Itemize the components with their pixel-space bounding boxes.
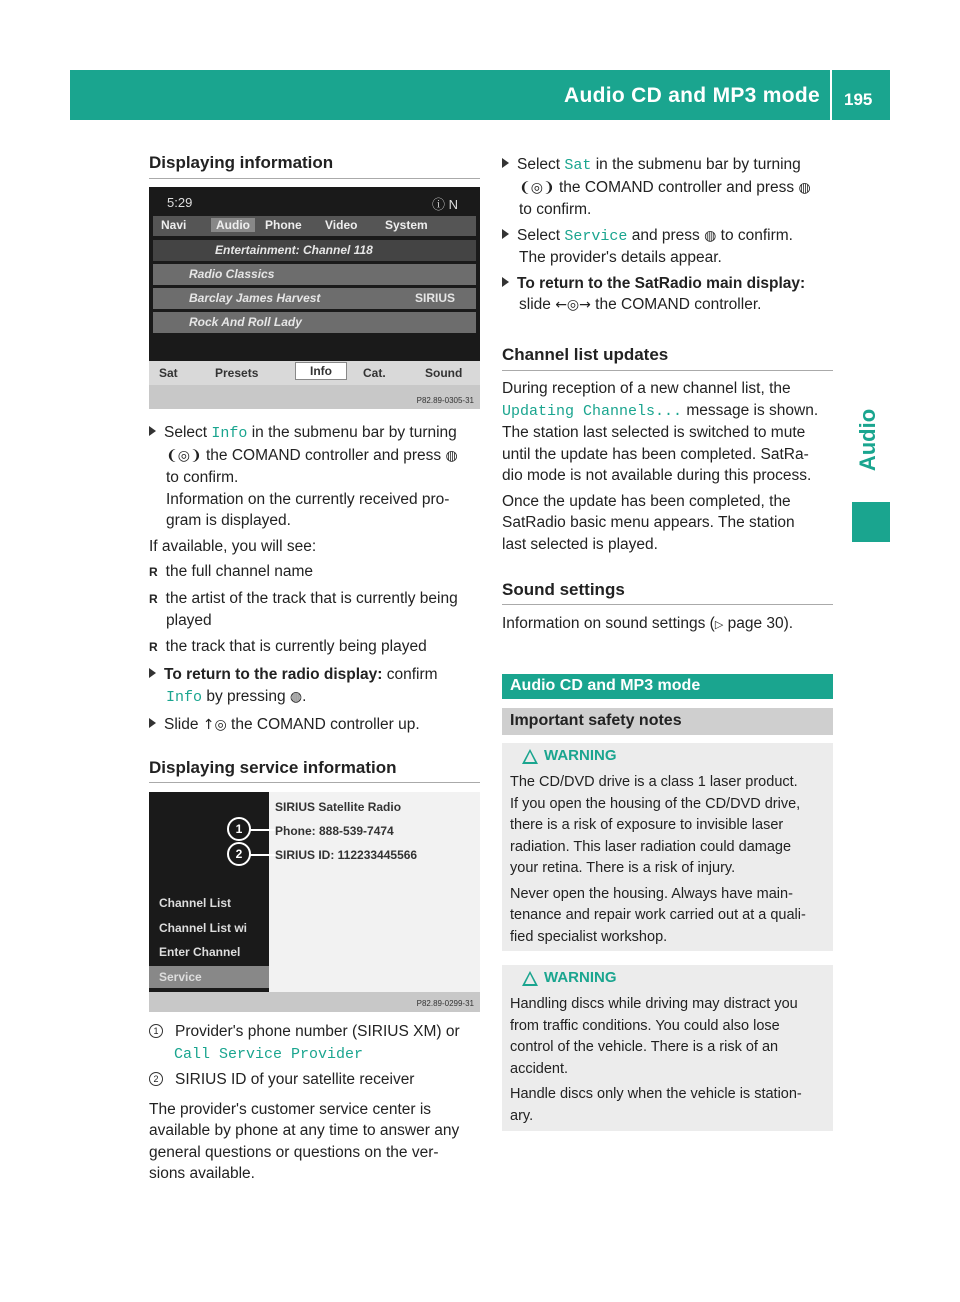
channel-list-paragraph-2: Once the update has been completed, the SatRadio basic menu appears. The station last selected is played.: [502, 492, 795, 553]
step-return-satradio: To return to the SatRadio main display: slide ←◎→ the COMAND controller.: [502, 273, 837, 317]
warning-box-1: [502, 743, 833, 951]
section-rule: [502, 370, 833, 371]
sound-settings-text: Information on sound settings (▷ page 30).: [502, 615, 794, 632]
screen-code: P82.89-0299-31: [416, 999, 474, 1008]
submenu-sat: Sat: [159, 366, 178, 380]
bullet-2: R the artist of the track that is currently being played: [149, 589, 458, 629]
warning-text: Handling discs while driving may distract you from traffic conditions. You could also lose control of the vehicle. There is a risk of an accident. Handle discs only when the vehicle is station- ary.: [510, 996, 802, 1124]
submenu-cat: Cat.: [363, 366, 386, 380]
bullet-3: R the track that is currently being played: [149, 637, 427, 655]
screen-tab-navi: Navi: [161, 218, 187, 232]
screen-tab-system: System: [385, 218, 428, 232]
step-arrow-icon: [149, 426, 156, 436]
section-rule: [149, 178, 480, 179]
turn-controller-icon: ❨◎❩: [519, 179, 555, 196]
screen-brand: SIRIUS: [415, 291, 456, 305]
right-body: [502, 154, 837, 317]
screen-service: [149, 792, 480, 1012]
provider-paragraph: The provider's customer service center is available by phone at any time to answer any general questions or questions on the ver- sions available.: [149, 1100, 460, 1182]
heading-audio-cd-mp3: Audio CD and MP3 mode: [502, 674, 833, 699]
press-controller-icon: ◍: [289, 688, 303, 705]
submenu-presets: Presets: [215, 366, 259, 380]
section-title-channel-list-updates: Channel list updates: [502, 345, 669, 364]
step-select-sat: Select Sat in the submenu bar by turning ❨◎❩ the COMAND controller and press ◍ to confirm.: [502, 154, 837, 221]
callout-line-1: [249, 829, 275, 831]
screen-row-3: Rock And Roll Lady: [153, 312, 476, 333]
legend-2: 2 SIRIUS ID of your satellite receiver: [149, 1069, 484, 1091]
warning-title: WARNING: [544, 747, 617, 764]
screen-submenu: [149, 361, 480, 385]
step-arrow-icon: [502, 229, 509, 239]
heading-safety-notes: Important safety notes: [502, 708, 833, 735]
warning-title: WARNING: [544, 969, 617, 986]
step-arrow-icon: [149, 668, 156, 678]
legend-1: 1 Provider's phone number (SIRIUS XM) or Call Service Provider: [149, 1021, 484, 1065]
section-rule: [149, 782, 480, 783]
screen-tab-phone: Phone: [265, 218, 302, 232]
step-arrow-icon: [502, 158, 509, 168]
warning-triangle-icon: [522, 749, 538, 764]
legend-number-1: 1: [149, 1024, 163, 1038]
callout-2: 2: [227, 842, 251, 866]
callout-line-2: [249, 854, 275, 856]
turn-controller-icon: ❨◎❩: [166, 447, 202, 464]
section-title-sound-settings: Sound settings: [502, 580, 625, 599]
page-reference-icon: ▷: [714, 618, 724, 631]
header-divider: [830, 70, 832, 120]
press-controller-icon: ◍: [445, 447, 458, 464]
page-number: 195: [844, 90, 873, 109]
left-body-2: [149, 1021, 484, 1185]
service-menu-item-4: Service: [159, 970, 202, 984]
section-rule: [502, 604, 833, 605]
screen-code: P82.89-0305-31: [416, 396, 474, 405]
warning-text: The CD/DVD drive is a class 1 laser product. If you open the housing of the CD/DVD drive, there is a risk of exposure to invisible laser radiation. This laser radiation could damage your retina. There is a risk of injury. Never open the housing. Always have main- tenance and repair work carried out at a quali- fied specialist workshop.: [510, 774, 806, 945]
screen-time: 5:29: [167, 195, 193, 210]
slide-up-icon: ↑◎: [202, 717, 227, 733]
screen-info: [149, 187, 480, 409]
screen-row-1: Radio Classics: [153, 264, 476, 285]
channel-list-paragraph-1: During reception of a new channel list, the Updating Channels... message is shown. The station last selected is switched to mute until the update has been completed. SatRa- dio mode is not available during this process.: [502, 380, 819, 484]
step-return-radio: To return to the radio display: confirm Info by pressing ◍.: [149, 664, 484, 708]
side-label: [848, 400, 888, 480]
service-line-2: Phone: 888-539-7474: [275, 824, 394, 838]
warning-box-2: [502, 965, 833, 1131]
if-available: If available, you will see:: [149, 537, 317, 555]
side-block: [852, 502, 890, 542]
service-line-3: SIRIUS ID: 112233445566: [275, 848, 418, 862]
service-menu-item-1: Channel List: [159, 896, 232, 910]
service-menu-item-3: Enter Channel: [159, 945, 241, 959]
header-title: Audio CD and MP3 mode: [564, 84, 820, 107]
screen-gps: ⓘ N: [431, 197, 458, 212]
service-details: [269, 792, 480, 992]
screen-channel-title: Entertainment: Channel 118: [153, 240, 476, 261]
step-slide-up: Slide ↑◎ the COMAND controller up.: [149, 714, 484, 737]
section-title-service-information: Displaying service information: [149, 758, 397, 777]
channel-list-text: [502, 378, 837, 555]
legend-number-2: 2: [149, 1072, 163, 1086]
warning-triangle-icon: [522, 971, 538, 986]
left-body: [149, 422, 484, 737]
side-label-text: Audio: [855, 408, 880, 472]
submenu-sound: Sound: [425, 366, 463, 380]
service-menu-item-2: Channel List wi: [159, 921, 248, 935]
screen-tab-audio: Audio: [211, 218, 255, 232]
slide-left-right-icon: ←◎→: [555, 297, 591, 313]
service-menu-panel: [149, 792, 269, 992]
press-controller-icon: ◍: [704, 227, 717, 244]
step-select-info: Select Info in the submenu bar by turning ❨◎❩ the COMAND controller and press ◍ to confirm. Information on the currently received pro- gram is displayed.: [149, 422, 484, 532]
service-line-1: SIRIUS Satellite Radio: [275, 800, 402, 814]
step-select-service: Select Service and press ◍ to confirm. The provider's details appear.: [502, 225, 837, 269]
section-title-displaying-information: Displaying information: [149, 153, 334, 172]
press-controller-icon: ◍: [798, 179, 811, 196]
screen-tab-video: Video: [325, 218, 358, 232]
step-arrow-icon: [149, 718, 156, 728]
bullet-1: R the full channel name: [149, 563, 314, 580]
screen-tabs: [153, 216, 476, 236]
step-arrow-icon: [502, 277, 509, 287]
screen-row-2: Barclay James Harvest SIRIUS: [153, 288, 476, 309]
submenu-info: Info: [295, 362, 347, 380]
callout-1: 1: [227, 817, 251, 841]
